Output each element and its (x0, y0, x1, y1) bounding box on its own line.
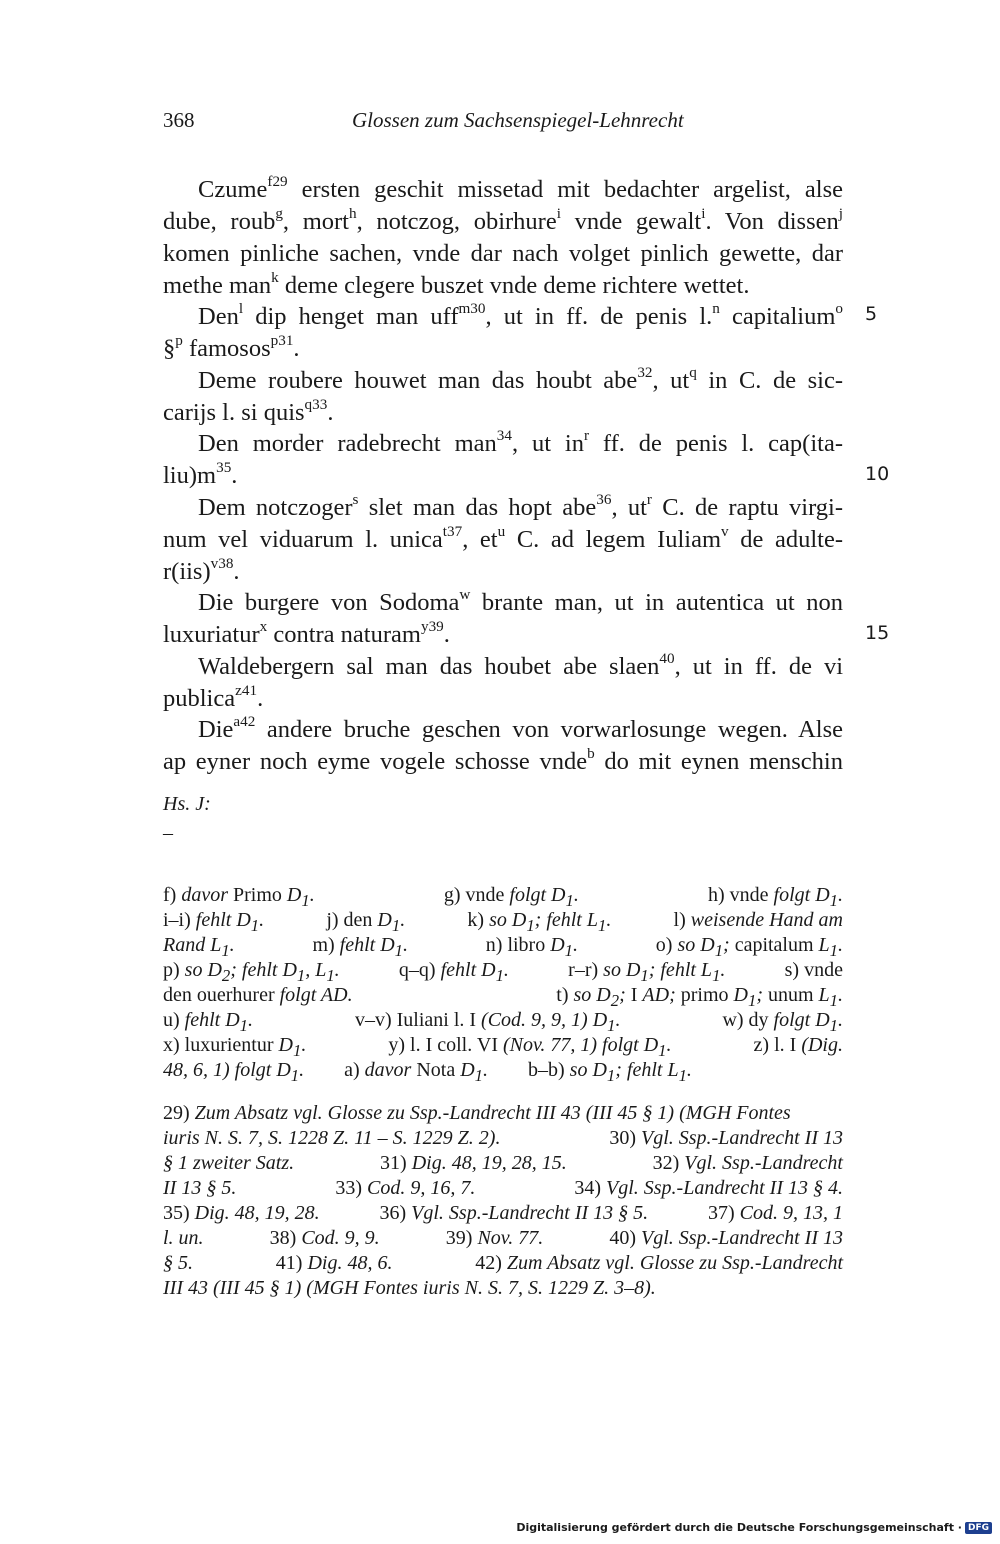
line-number-10: 10 (865, 463, 890, 485)
line-number-15: 15 (865, 622, 890, 644)
text-line: $liu)m^{35}$. (163, 458, 238, 489)
text-line: num vel viduarum l. unica$^{t37}$, $et^u$ C. ad legem Iuliam$^v$ de adulte- (163, 522, 843, 553)
text-line: Czume$^{f29}$ ersten geschit missetad mit bedachter argelist, alse (198, 172, 843, 203)
text-line: Die$^{a42}$ andere bruche geschen von vorwarlosunge wegen. Alse (198, 712, 843, 743)
text-line: publica$^{z41}$. (163, 681, 264, 712)
apparatus-line: 48, 6, 1) folgt $D_1$. a) davor Nota $D_1$. b–b) so $D_1$; fehlt $L_1$. (163, 1059, 692, 1085)
apparatus-line: p) so $D_2$; fehlt $D_1$, $L_1$. q–q) fehlt $D_1$. r–r) so $D_1$; fehlt $L_1$. s) vnde (163, 959, 843, 985)
text-line: ap eyner noch eyme vogele schosse vnde$^b$ do mit eynen menschin (163, 744, 843, 775)
text-line: komen pinliche sachen, vnde dar nach volget pinlich gewette, dar (163, 240, 843, 267)
source-note-line: § 5. 41) Dig. 48, 6. 42) Zum Absatz vgl. Glosse zu Ssp.-Landrecht (163, 1252, 843, 1274)
text-line: Die burgere von Sodoma$^w$ brante man, ut in autentica ut non (198, 585, 844, 616)
running-title: Glossen zum Sachsenspiegel-Lehnrecht (352, 108, 684, 132)
apparatus-line: f) davor Primo $D_1$. g) vnde folgt $D_1$. h) vnde folgt $D_1$. (163, 884, 843, 910)
source-note-line: 35) Dig. 48, 19, 28. 36) Vgl. Ssp.-Landrecht II 13 § 5. 37) Cod. 9, 13, 1 (163, 1202, 843, 1224)
apparatus-line: den ouerhurer folgt AD. t) so $D_2$; I AD; primo $D_1$; unum $L_1$. (163, 984, 843, 1010)
source-note-line: 29) Zum Absatz vgl. Glosse zu Ssp.-Landrecht III 43 (III 45 § 1) (MGH Fontes (163, 1102, 791, 1124)
apparatus-line: u) fehlt $D_1$. v–v) Iuliani l. I (Cod. 9, 9, 1) $D_1$. w) dy folgt $D_1$. (163, 1009, 843, 1035)
source-note-line: § 1 zweiter Satz. 31) Dig. 48, 19, 28, 15. 32) Vgl. Ssp.-Landrecht (163, 1152, 843, 1174)
text-line: Den morder radebrecht man$^{34}$, ut $in^r$ ff. de penis l. cap(ita- (198, 426, 843, 457)
text-line: Dem notczoger$^s$ slet man das hopt abe$^{36}$, $ut^r$ C. de raptu virgi- (198, 490, 844, 521)
source-note-line: II 13 § 5. 33) Cod. 9, 16, 7. 34) Vgl. Ssp.-Landrecht II 13 § 4. (163, 1177, 843, 1199)
text-line: r(iis)$^{v38}$. (163, 554, 240, 585)
text-line: Waldebergern sal man das houbet abe slaen$^{40}$, ut in ff. de vi (198, 649, 843, 680)
text-line: Den$^l$ dip henget man uff$^{m30}$, ut in ff. de penis l.$^n$ capitalium$^o$ (198, 299, 843, 330)
page-number: 368 (163, 108, 195, 132)
text-line: dube, roub$^g$, mort$^h$, notczog, obirhure$^i$ vnde gewalt$^i$. Von dissen$^j$ (163, 204, 843, 235)
source-note-line: l. un. 38) Cod. 9, 9. 39) Nov. 77. 40) Vgl. Ssp.-Landrecht II 13 (163, 1227, 843, 1249)
source-note-line: iuris N. S. 7, S. 1228 Z. 11 – S. 1229 Z. 2). 30) Vgl. Ssp.-Landrecht II 13 (163, 1127, 843, 1149)
line-number-5: 5 (865, 303, 878, 325)
dfg-logo-icon: DFG (965, 1522, 992, 1534)
text-line: methe man$^k$ deme clegere buszet vnde deme richtere wettet. (163, 268, 750, 299)
digitization-footer (516, 1521, 992, 1534)
text-line: luxuriatur$^x$ contra naturam$^{y39}$. (163, 617, 450, 648)
text-line: carijs l. si quis$^{q33}$. (163, 395, 334, 426)
apparatus-line: i–i) fehlt $D_1$. j) den $D_1$. k) so $D_1$; fehlt $L_1$. l) weisende Hand am (163, 909, 843, 935)
apparatus-line: Rand $L_1$. m) fehlt $D_1$. n) libro $D_1$. o) so $D_1$; capitalum $L_1$. (163, 934, 843, 960)
footer-text: Digitalisierung gefördert durch die Deutsche Forschungsgemeinschaft · (516, 1521, 962, 1534)
source-note-line: III 43 (III 45 § 1) (MGH Fontes iuris N. S. 7, S. 1229 Z. 3–8). (163, 1277, 656, 1299)
manuscript-dash: – (163, 822, 173, 844)
apparatus-line: x) luxurientur $D_1$. y) l. I coll. VI (Nov. 77, 1) folgt $D_1$. z) l. I (Dig. (163, 1034, 843, 1060)
text-line: Deme roubere houwet man das houbt abe$^{32}$, $ut^q$ in C. de sic- (198, 363, 843, 394)
manuscript-label: Hs. J: (163, 793, 211, 815)
text-line: §$^p$ famosos$^{p31}$. (163, 331, 300, 362)
